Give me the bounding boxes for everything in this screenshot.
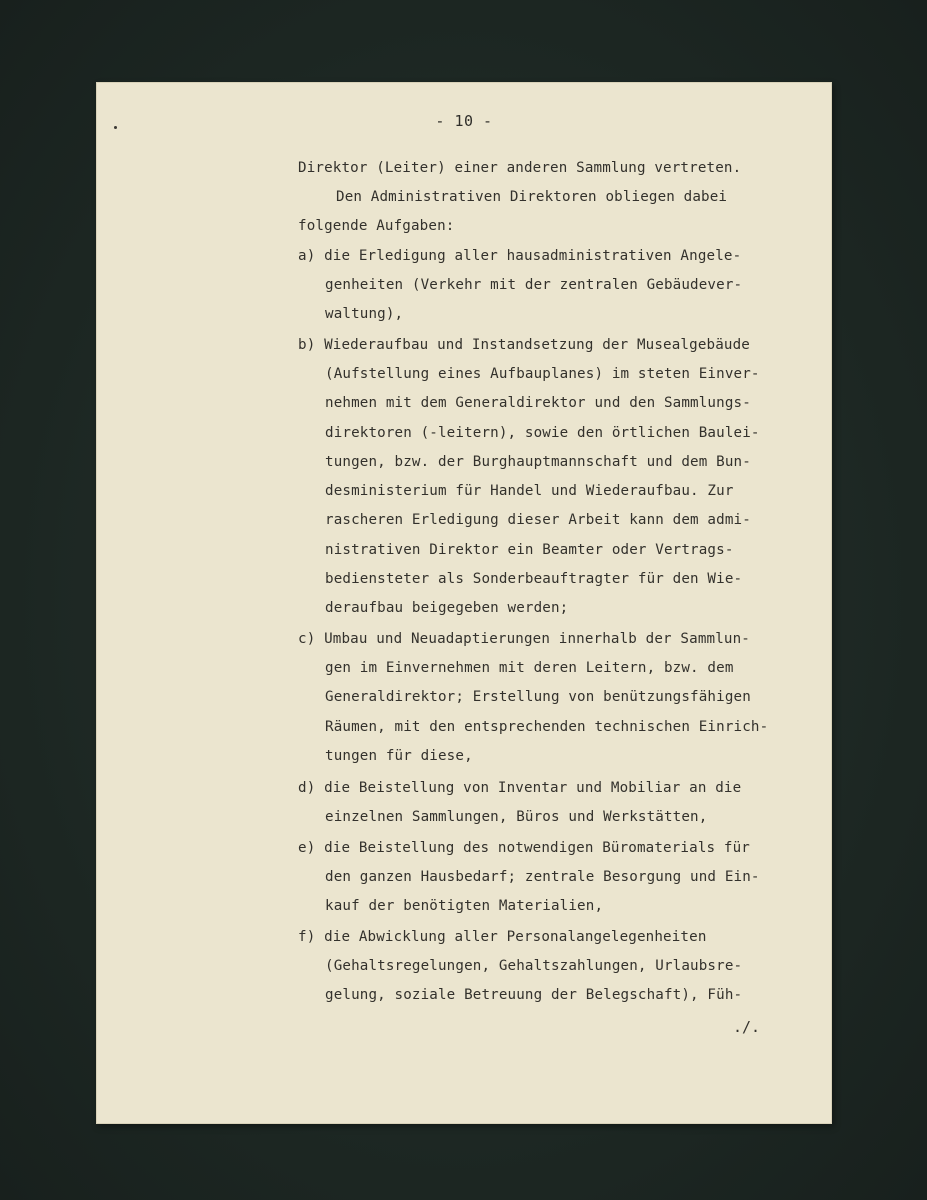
text-line-1: Direktor (Leiter) einer anderen Sammlung vertreten. xyxy=(298,160,742,176)
text-line-27: f) die Abwicklung aller Personalangelegenheiten xyxy=(298,929,707,945)
continuation-mark: ./. xyxy=(733,1018,761,1036)
text-line-28: (Gehaltsregelungen, Gehaltszahlungen, Urlaubsre- xyxy=(325,958,743,974)
text-line-12: desministerium für Handel und Wiederaufbau. Zur xyxy=(325,483,734,499)
text-line-23: einzelnen Sammlungen, Büros und Werkstätten, xyxy=(325,809,708,825)
text-line-29: gelung, soziale Betreuung der Belegschaft), Füh- xyxy=(325,987,743,1003)
text-line-9: nehmen mit dem Generaldirektor und den Sammlungs- xyxy=(325,395,751,411)
text-line-3: folgende Aufgaben: xyxy=(298,218,455,234)
text-line-14: nistrativen Direktor ein Beamter oder Vertrags- xyxy=(325,542,734,558)
text-line-2: Den Administrativen Direktoren obliegen dabei xyxy=(336,189,728,205)
text-line-21: tungen für diese, xyxy=(325,748,473,764)
page-number: - 10 - xyxy=(435,112,493,130)
text-line-16: deraufbau beigegeben werden; xyxy=(325,600,569,616)
text-line-10: direktoren (-leitern), sowie den örtlichen Baulei- xyxy=(325,425,760,441)
text-line-13: rascheren Erledigung dieser Arbeit kann dem admi- xyxy=(325,512,751,528)
text-line-5: genheiten (Verkehr mit der zentralen Gebäudever- xyxy=(325,277,743,293)
text-line-4: a) die Erledigung aller hausadministrativen Angele- xyxy=(298,248,742,264)
text-line-8: (Aufstellung eines Aufbauplanes) im steten Einver- xyxy=(325,366,760,382)
text-line-17: c) Umbau und Neuadaptierungen innerhalb der Sammlun- xyxy=(298,631,750,647)
text-line-25: den ganzen Hausbedarf; zentrale Besorgung und Ein- xyxy=(325,869,760,885)
text-line-24: e) die Beistellung des notwendigen Büromaterials für xyxy=(298,840,750,856)
text-line-20: Räumen, mit den entsprechenden technischen Einrich- xyxy=(325,719,769,735)
typewritten-page xyxy=(96,82,832,1124)
text-line-19: Generaldirektor; Erstellung von benützungsfähigen xyxy=(325,689,751,705)
text-line-18: gen im Einvernehmen mit deren Leitern, bzw. dem xyxy=(325,660,734,676)
text-line-11: tungen, bzw. der Burghauptmannschaft und dem Bun- xyxy=(325,454,751,470)
text-line-7: b) Wiederaufbau und Instandsetzung der Musealgebäude xyxy=(298,337,750,353)
text-line-26: kauf der benötigten Materialien, xyxy=(325,898,604,914)
text-line-6: waltung), xyxy=(325,306,404,322)
text-line-22: d) die Beistellung von Inventar und Mobiliar an die xyxy=(298,780,742,796)
text-line-15: bediensteter als Sonderbeauftragter für den Wie- xyxy=(325,571,743,587)
